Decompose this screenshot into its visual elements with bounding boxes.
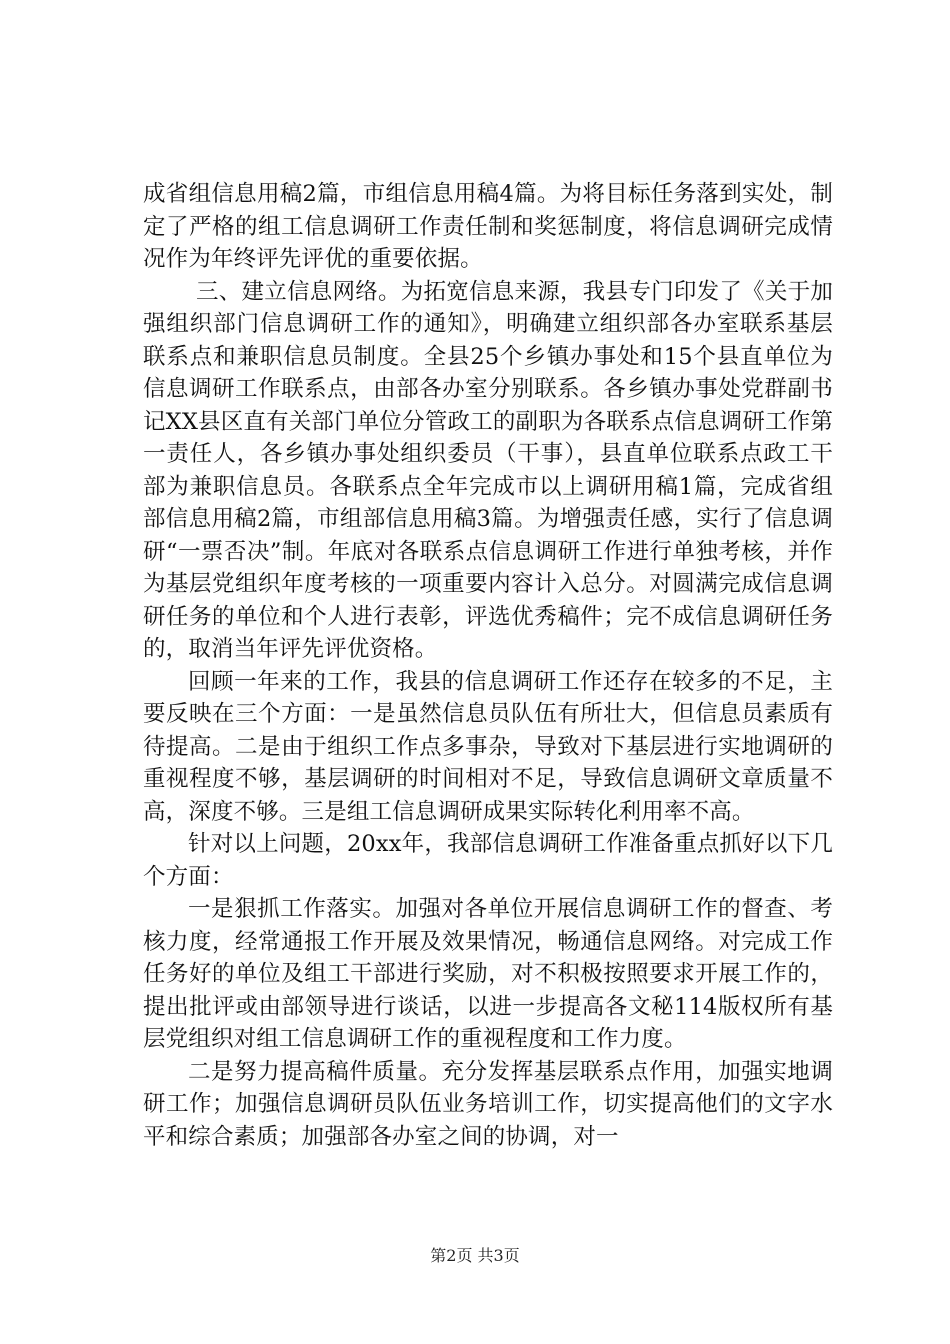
- paragraph-review: 回顾一年来的工作，我县的信息调研工作还存在较多的不足，主要反映在三个方面：一是虽然信息员队伍有所壮大，但信息员素质有待提高。二是由于组织工作点多事杂，导致对下基层进行实地调研的重视程度不够，基层调研的时间相对不足，导致信息调研文章质量不高，深度不够。三是组工信息调研成果实际转化利用率不高。: [143, 668, 833, 825]
- paragraph-plan-intro: 针对以上问题，20xx年，我部信息调研工作准备重点抓好以下几个方面：: [143, 831, 833, 890]
- page-footer: 第2页 共3页: [430, 1246, 520, 1265]
- paragraph-info-network: 三、建立信息网络。为拓宽信息来源，我县专门印发了《关于加强组织部门信息调研工作的通知》，明确建立组织部各办室联系基层联系点和兼职信息员制度。全县25个乡镇办事处和15个县直单位为信息调研工作联系点，由部各办室分别联系。各乡镇办事处党群副书记XX县区直有关部门单位分管政工的副职为各联系点信息调研工作第一责任人，各乡镇办事处组织委员（干事），县直单位联系点政工干部为兼职信息员。各联系点全年完成市以上调研用稿1篇，完成省组部信息用稿2篇，市组部信息用稿3篇。为增强责任感，实行了信息调研“一票否决”制。年底对各联系点信息调研工作进行单独考核，并作为基层党组织年度考核的一项重要内容计入总分。对圆满完成信息调研任务的单位和个人进行表彰，评选优秀稿件；完不成信息调研任务的，取消当年评先评优资格。: [143, 278, 833, 662]
- document-body: [143, 178, 833, 1153]
- paragraph-plan-two: 二是努力提高稿件质量。充分发挥基层联系点作用，加强实地调研工作；加强信息调研员队伍业务培训工作，切实提高他们的文字水平和综合素质；加强部各办室之间的协调，对一: [143, 1058, 833, 1150]
- paragraph-plan-one: 一是狠抓工作落实。加强对各单位开展信息调研工作的督查、考核力度，经常通报工作开展及效果情况，畅通信息网络。对完成工作任务好的单位及组工干部进行奖励，对不积极按照要求开展工作的，提出批评或由部领导进行谈话，以进一步提高各文秘114版权所有基层党组织对组工信息调研工作的重视程度和工作力度。: [143, 896, 833, 1052]
- paragraph-continuation: 成省组信息用稿2篇，市组信息用稿4篇。为将目标任务落到实处，制定了严格的组工信息调研工作责任制和奖惩制度，将信息调研完成情况作为年终评先评优的重要依据。: [143, 181, 833, 272]
